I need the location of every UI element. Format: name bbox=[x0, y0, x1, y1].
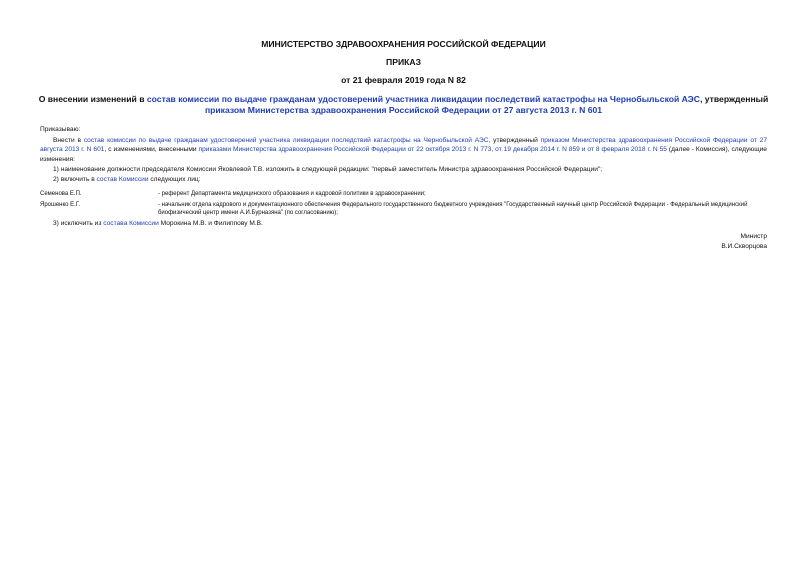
title-link-order-601[interactable]: приказом Министерства здравоохранения Российской Федерации от 27 августа 2013 г. N 601 bbox=[204, 105, 603, 115]
para-text: , с изменениями, внесенными bbox=[104, 146, 199, 154]
signature-name: В.И.Скворцова bbox=[721, 243, 767, 250]
title-link-commission[interactable]: состав комиссии по выдаче гражданам удостоверений участника ликвидации последствий катастрофы на Чернобыльской АЭС bbox=[146, 94, 700, 104]
order-date: от 21 февраля 2019 года N 82 bbox=[341, 75, 466, 85]
member-name: Семенова Е.П. bbox=[40, 191, 82, 197]
item-text: 2) включить в bbox=[53, 176, 97, 183]
order-title bbox=[0, 94, 807, 116]
para-text: Внести в bbox=[53, 137, 84, 144]
para-link-order-601[interactable]: приказом Министерства здравоохранения Российской Федерации от 27 августа 2013 г. N 601 bbox=[40, 137, 767, 154]
title-text: , утвержденный bbox=[700, 94, 769, 104]
para-text: (далее - Комиссия), следующие изменения: bbox=[40, 146, 767, 163]
item-text: 3) исключить из bbox=[53, 220, 104, 227]
para-link-commission[interactable]: состав комиссии по выдаче гражданам удостоверений участника ликвидации последствий катастрофы на Чернобыльской АЭС bbox=[83, 137, 489, 144]
item-3-link-commission[interactable]: состава Комиссии bbox=[103, 220, 159, 227]
item-2 bbox=[53, 175, 767, 184]
main-paragraph bbox=[40, 136, 767, 164]
member-role: - начальник отдела кадрового и документационного обеспечения Федерального государственного бюджетного учреждения "Государственный научный центр Российской Федерации - Федеральный медицинский биофизический центр имени А.И.Бурназяна" (по согласованию); bbox=[158, 202, 748, 217]
ministry-heading: МИНИСТЕРСТВО ЗДРАВООХРАНЕНИЯ РОССИЙСКОЙ ФЕДЕРАЦИИ bbox=[261, 39, 546, 49]
signature-position: Министр bbox=[740, 233, 767, 240]
item-text: следующих лиц: bbox=[148, 176, 201, 183]
title-text: О внесении изменений в bbox=[38, 94, 147, 104]
item-1: 1) наименование должности председателя Комиссии Яковлевой Т.В. изложить в следующей редакции: "первый заместитель Министра здравоохранения Российской Федерации"; bbox=[53, 166, 603, 173]
order-heading: ПРИКАЗ bbox=[386, 57, 421, 67]
item-2-link-commission[interactable]: состав Комиссии bbox=[96, 176, 149, 183]
para-text: , утвержденный bbox=[488, 137, 541, 144]
prikazyvayu-label: Приказываю: bbox=[40, 126, 81, 133]
item-3 bbox=[53, 219, 767, 228]
para-link-amending-orders[interactable]: приказами Министерства здравоохранения Российской Федерации от 22 октября 2013 г. N 773, от 19 декабря 2014 г. N 859 и от 8 февраля 2018 г. N 55 bbox=[198, 146, 667, 154]
member-name: Ярошенко Е.Г. bbox=[40, 202, 81, 208]
item-text: Морокина М.В. и Филиппову М.В. bbox=[158, 220, 263, 227]
member-role: - референт Департамента медицинского образования и кадровой политики в здравоохранении; bbox=[158, 191, 426, 197]
